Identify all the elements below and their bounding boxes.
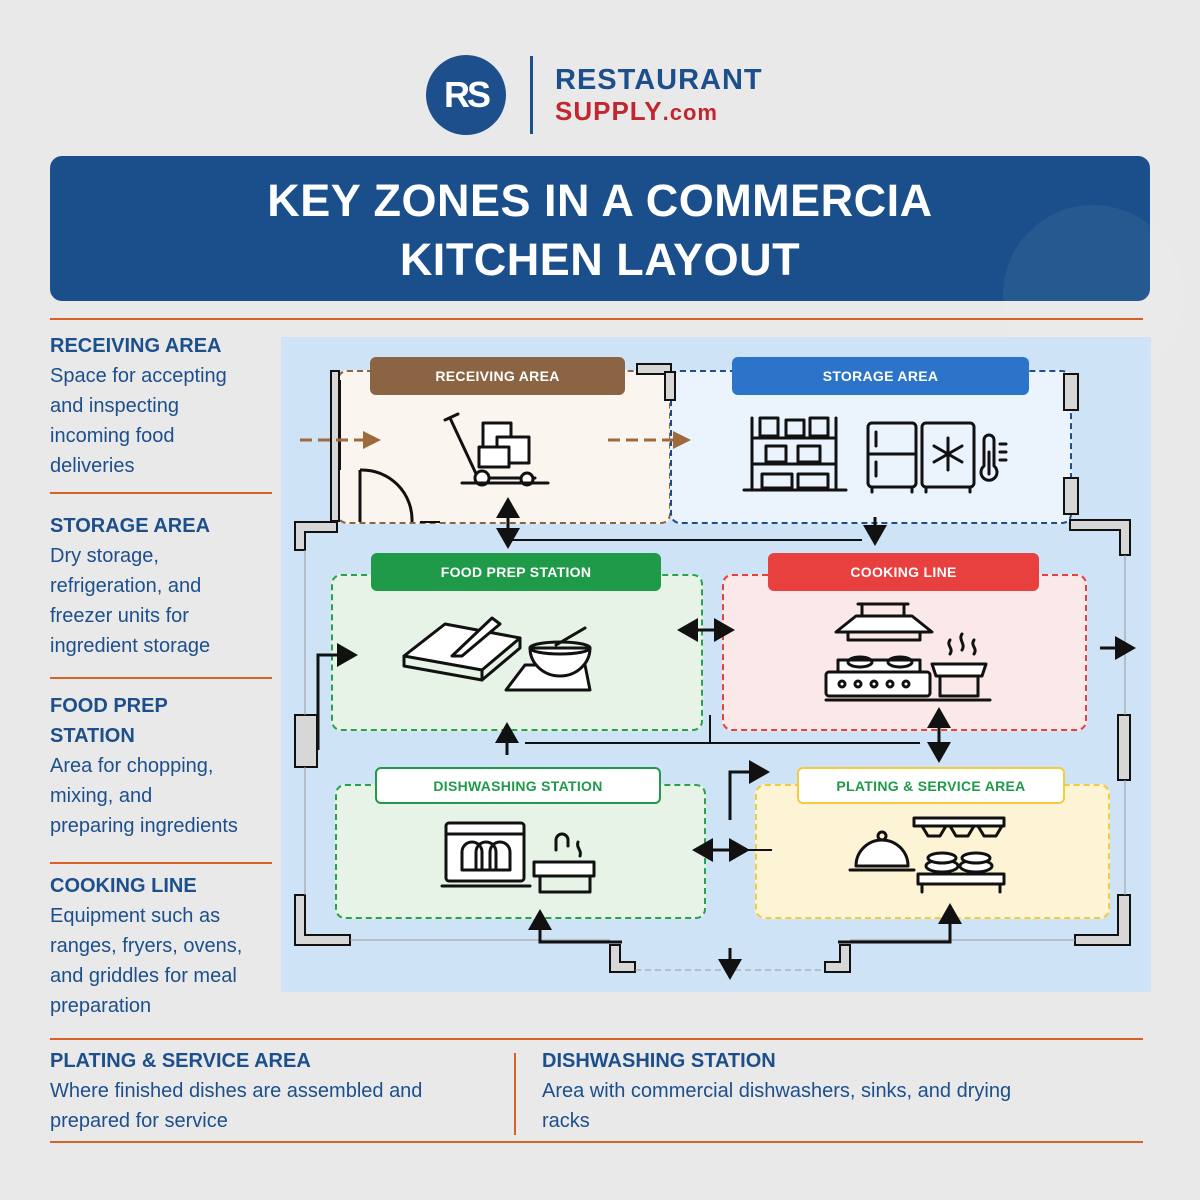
sidebar-text: Equipment such as [50, 905, 221, 927]
shelving-icon [744, 418, 846, 490]
zone-label-storage: STORAGE AREA [732, 357, 1029, 395]
sidebar-heading-receiving: RECEIVING AREA [50, 335, 222, 357]
sidebar-text: and inspecting [50, 395, 179, 417]
zone-label-prep: FOOD PREP STATION [371, 553, 661, 591]
sidebar-heading-prep: STATION [50, 725, 135, 747]
cutting-board-icon [404, 618, 520, 680]
hand-truck-icon [445, 414, 548, 485]
zone-label-plating: PLATING & SERVICE AREA [797, 767, 1065, 804]
sidebar-heading-prep: FOOD PREP [50, 695, 168, 717]
fryer-icon [930, 634, 990, 700]
stove-icon [826, 657, 930, 700]
door-swing [360, 470, 412, 522]
flow-arrow [838, 906, 950, 942]
wall-corner [295, 895, 350, 945]
thermometer-icon [981, 435, 1006, 480]
wall-segment [665, 372, 675, 400]
sidebar-text: mixing, and [50, 785, 153, 807]
zone-label-receiving: RECEIVING AREA [370, 357, 625, 395]
wall-segment [331, 371, 339, 521]
bottom-text: racks [542, 1110, 590, 1132]
wall-corner [295, 522, 337, 550]
sidebar-text: preparing ingredients [50, 815, 238, 837]
cloche-icon [850, 832, 914, 870]
sidebar-text: ingredient storage [50, 635, 211, 657]
sidebar-heading-storage: STORAGE AREA [50, 515, 211, 537]
bottom-heading-dish: DISHWASHING STATION [542, 1050, 776, 1072]
bottom-text: prepared for service [50, 1110, 228, 1132]
logo-wordmark-bottom: SUPPLY.com [555, 96, 718, 126]
plates-icon [918, 853, 1004, 892]
sidebar-text: Space for accepting [50, 365, 227, 387]
bottom-text: Area with commercial dishwashers, sinks, and drying [542, 1080, 1012, 1102]
wall-corner [1070, 520, 1130, 555]
logo-mark: RS [426, 55, 506, 135]
wall-segment [1064, 478, 1078, 514]
sink-icon [534, 834, 594, 892]
zone-label-cooking: COOKING LINE [768, 553, 1039, 591]
sidebar-text: preparation [50, 995, 152, 1017]
wall-corner [610, 945, 635, 972]
wall-segment [1118, 715, 1130, 780]
zone-label-dishwashing: DISHWASHING STATION [375, 767, 661, 804]
flow-arrow [318, 655, 355, 750]
sidebar-text: Area for chopping, [50, 755, 214, 777]
flow-arrow [540, 912, 622, 942]
logo-wordmark-top: RESTAURANT [555, 64, 763, 96]
heat-lamp-icon [914, 818, 1004, 836]
wall-segment [1064, 374, 1078, 410]
flow-arrows [318, 512, 1133, 977]
wall-corner [1075, 895, 1130, 945]
page-title-line-2: KITCHEN LAYOUT [399, 234, 801, 285]
dishwasher-icon [442, 823, 530, 886]
sidebar-text: refrigeration, and [50, 575, 202, 597]
wall-corner [825, 945, 850, 972]
wall-segment [295, 715, 317, 767]
freezer-icon [922, 423, 974, 492]
sidebar-text: Dry storage, [50, 545, 159, 567]
page-title-line-1: KEY ZONES IN A COMMERCIA [267, 175, 933, 226]
sidebar-text: ranges, fryers, ovens, [50, 935, 243, 957]
bottom-heading-plating: PLATING & SERVICE AREA [50, 1050, 311, 1072]
bottom-text: Where finished dishes are assembled and [50, 1080, 423, 1102]
sidebar-text: deliveries [50, 455, 135, 477]
refrigerator-icon [868, 423, 916, 492]
sidebar-text: incoming food [50, 425, 175, 447]
sidebar-heading-cooking: COOKING LINE [50, 875, 197, 897]
flow-arrow [730, 772, 767, 820]
sidebar-text: freezer units for [50, 605, 189, 627]
sidebar-text: and griddles for meal [50, 965, 237, 987]
range-hood-icon [836, 604, 932, 640]
